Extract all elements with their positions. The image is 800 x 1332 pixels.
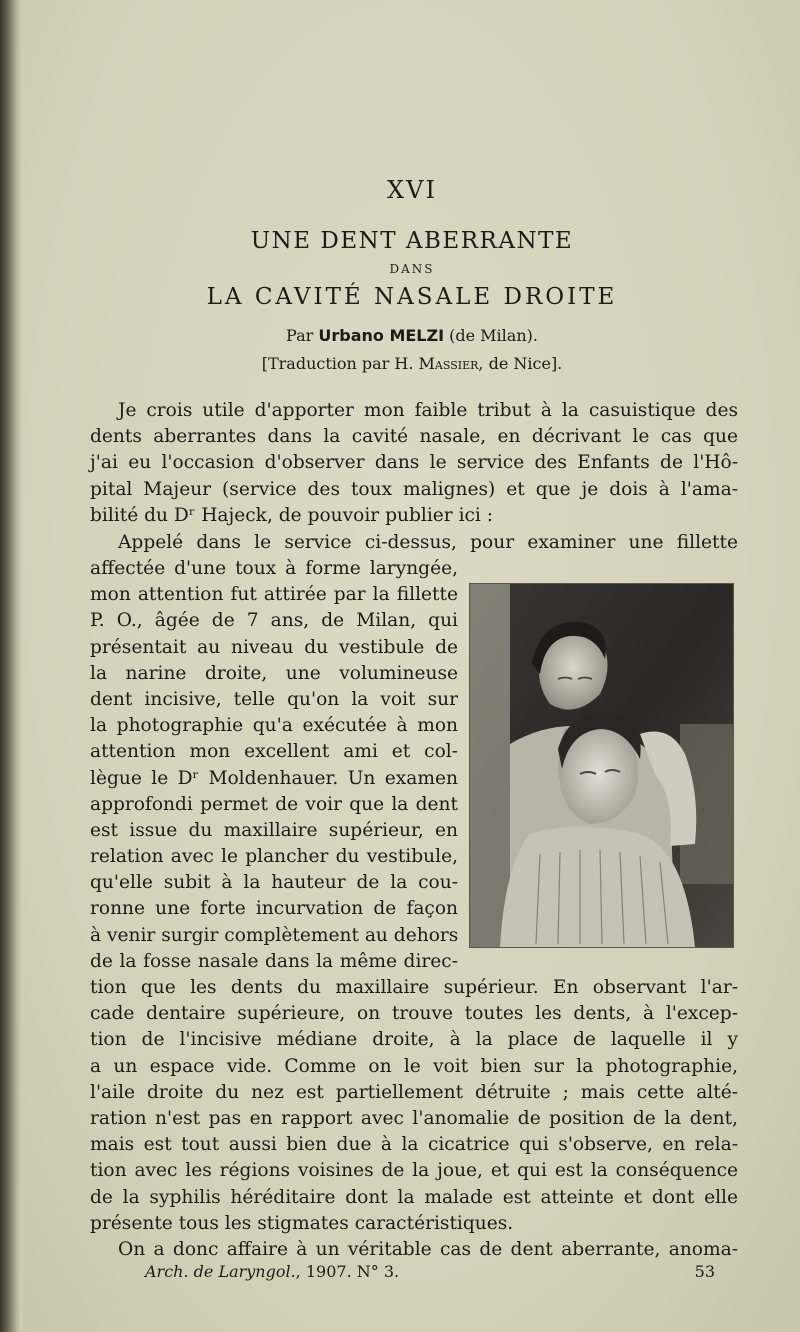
text-line: mais est tout aussi bien due à la cicatrice qui s'observe, en rela- — [90, 1134, 738, 1156]
text-line: tion de l'incisive médiane droite, à la place de laquelle il y — [90, 1029, 738, 1051]
text-line: attention mon excellent ami et col- — [90, 741, 458, 763]
text-line: l'aile droite du nez est partiellement détruite ; mais cette alté- — [90, 1081, 738, 1103]
translation-credit — [12, 354, 800, 373]
translation-prefix: [Traduction par H. — [261, 354, 419, 373]
text-line: dent incisive, telle qu'on la voit sur — [90, 688, 458, 710]
text-line: présentait au niveau du vestibule de — [90, 636, 458, 658]
text-line: de la fosse nasale dans la même direc- — [90, 950, 458, 972]
text-line: lègue le Dʳ Moldenhauer. Un examen — [90, 767, 458, 789]
paragraph-1 — [90, 398, 738, 529]
translation-suffix: , de Nice]. — [478, 354, 563, 373]
text-line: cade dentaire supérieure, on trouve toutes les dents, à l'excep- — [90, 1003, 738, 1025]
page-number: 53 — [694, 1262, 715, 1281]
text-line: tion que les dents du maxillaire supérieur. En observant l'ar- — [90, 977, 738, 998]
byline-suffix: (de Milan). — [444, 326, 538, 345]
author-name: Urbano MELZI — [318, 326, 445, 345]
article-title-line1: UNE DENT ABERRANTE — [250, 228, 574, 254]
translator-name: Massier — [418, 354, 479, 373]
page-footer — [145, 1262, 715, 1281]
text-line: ration n'est pas en rapport avec l'anomalie de position de la dent, — [90, 1107, 738, 1129]
text-line: On a donc affaire à un véritable cas de dent aberrante, anoma- — [118, 1239, 738, 1260]
text-line: est issue du maxillaire supérieur, en — [90, 819, 458, 841]
text-line: P. O., âgée de 7 ans, de Milan, qui — [90, 610, 458, 632]
text-line: ronne une forte incurvation de façon — [90, 898, 458, 920]
text-line: a un espace vide. Comme on le voit bien sur la photographie, — [90, 1055, 738, 1077]
text-line: relation avec le plancher du vestibule, — [90, 846, 458, 868]
paragraph-3 — [90, 1237, 738, 1263]
text-line: tion avec les régions voisines de la joue, et qui est la conséquence — [90, 1160, 738, 1182]
text-line: dents aberrantes dans la cavité nasale, en décrivant le cas que — [90, 426, 738, 448]
article-title-connector: DANS — [389, 262, 435, 276]
text-line: pital Majeur (service des toux malignes) et que je dois à l'ama- — [90, 478, 738, 500]
text-line: présente tous les stigmates caractéristiques. — [90, 1212, 514, 1234]
journal-issue: , 1907. N° 3. — [295, 1262, 400, 1281]
article-title-line2: LA CAVITÉ NASALE DROITE — [206, 284, 618, 310]
text-line: qu'elle subit à la hauteur de la cou- — [90, 872, 458, 894]
text-line: la photographie qu'a exécutée à mon — [90, 715, 458, 737]
text-line: mon attention fut attirée par la fillette — [90, 584, 458, 606]
text-line: j'ai eu l'occasion d'observer dans le service des Enfants de l'Hô- — [90, 452, 738, 474]
patient-photograph — [469, 583, 734, 948]
chapter-numeral: XVI — [387, 176, 437, 204]
text-line: de la syphilis héréditaire dont la malade est atteinte et dont elle — [90, 1186, 738, 1208]
paragraph-2-wrapped — [90, 556, 458, 975]
photograph-image — [470, 584, 733, 947]
text-line: affectée d'une toux à forme laryngée, — [90, 558, 458, 579]
text-line: la narine droite, une volumineuse — [90, 662, 458, 684]
text-line: approfondi permet de voir que la dent — [90, 793, 458, 815]
text-line: à venir surgir complètement au dehors — [90, 924, 459, 946]
byline — [12, 326, 800, 345]
text-line: Je crois utile d'apporter mon faible tribut à la casuistique des — [118, 400, 738, 421]
text-line: bilité du Dʳ Hajeck, de pouvoir publier ici : — [90, 504, 494, 526]
paragraph-2-continued — [90, 975, 738, 1237]
text-line: Appelé dans le service ci-dessus, pour examiner une fillette — [118, 532, 738, 553]
paragraph-2-start — [90, 530, 738, 556]
journal-name: Arch. de Laryngol. — [145, 1262, 296, 1281]
byline-prefix: Par — [286, 326, 319, 345]
